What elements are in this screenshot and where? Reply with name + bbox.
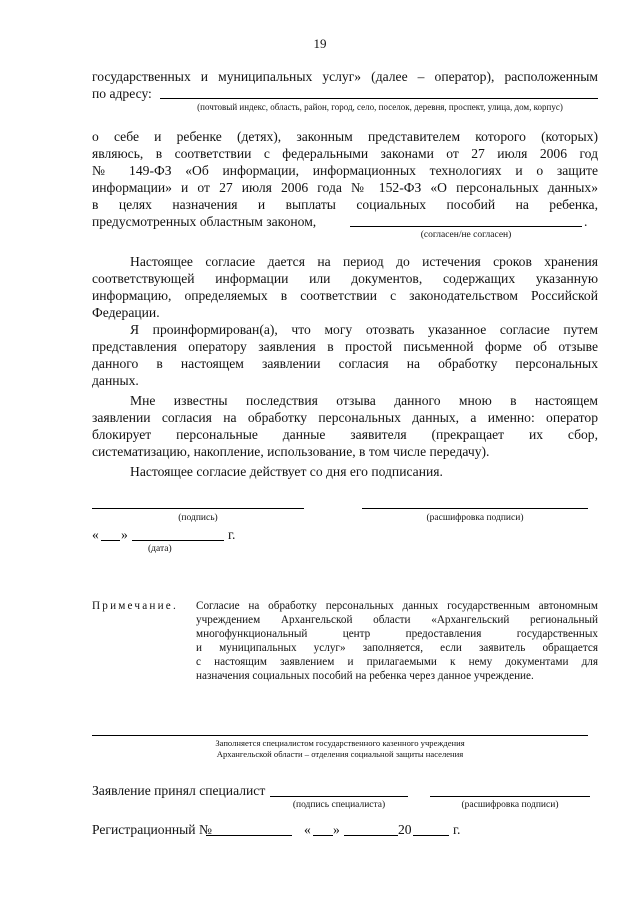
accepted-by-label: Заявление принял специалист	[92, 783, 266, 798]
period-line-2: соответствующей информации или документов, содержащих указанную	[92, 271, 598, 286]
informed-line-3: данного в настоящем заявлении согласия на обработку персональных	[92, 356, 598, 371]
consent-line-5: в целях назначения и выплаты социальных пособий на ребенка,	[92, 197, 598, 212]
address-label: по адресу:	[92, 86, 152, 101]
signature-hint: (подпись)	[178, 513, 218, 523]
specialist-decode-field[interactable]	[430, 796, 590, 797]
address-field-hint: (почтовый индекс, область, район, город, село, поселок, деревня, проспект, улица, дом, корпус)	[197, 102, 563, 112]
consent-line-2: являюсь, в соответствии с федеральными законами от 27 июля 2006 год	[92, 146, 598, 161]
signature-decode-field-line[interactable]	[362, 508, 588, 509]
informed-line-1: Я проинформирован(а), что могу отозвать указанное согласие путем	[130, 322, 598, 337]
specialist-signature-field[interactable]	[270, 796, 408, 797]
reg-year-field[interactable]	[413, 835, 449, 836]
registration-label: Регистрационный №	[92, 822, 212, 837]
period-line-1: Настоящее согласие дается на период до истечения сроков хранения	[130, 254, 598, 269]
date-year-suffix: г.	[228, 527, 236, 542]
specialist-signature-hint: (подпись специалиста)	[292, 800, 386, 810]
period-line-4: Федерации.	[92, 305, 160, 320]
address-intro-line: государственных и муниципальных услуг» (далее – оператор), расположенным	[92, 69, 598, 84]
note-line-2: учреждением Архангельской области «Архангельский региональный	[196, 614, 598, 626]
period-line-3: информацию, определяемых в соответствии с законодательством Российской	[92, 288, 598, 303]
consent-end-period: .	[584, 214, 588, 229]
signature-decode-hint: (расшифровка подписи)	[426, 513, 524, 523]
office-fill-hint-2: Архангельской области – отделения социальной защиты населения	[216, 749, 464, 759]
informed-line-4: данных.	[92, 373, 139, 388]
consent-last-line: предусмотренных областным законом,	[92, 214, 317, 229]
note-line-3: многофункциональный центр предоставления государственных	[196, 628, 598, 640]
consequences-line-3: блокирует персональные данные заявителя (прекращает их сбор,	[92, 427, 598, 442]
date-month-field[interactable]	[132, 540, 224, 541]
date-close-quote: »	[121, 527, 128, 542]
reg-date-day-field[interactable]	[313, 835, 333, 836]
note-label: Примечание.	[92, 600, 178, 612]
date-day-field[interactable]	[101, 540, 120, 541]
consent-line-3: № 149-ФЗ «Об информации, информационных технологиях и о защите	[92, 163, 598, 178]
address-field-line[interactable]	[160, 98, 598, 99]
date-hint: (дата)	[148, 544, 172, 554]
reg-date-month-field[interactable]	[344, 835, 398, 836]
note-line-4: и муниципальных услуг» заполняется, если заявитель обращается	[196, 642, 598, 654]
note-line-1: Согласие на обработку персональных данных государственным автономным	[196, 600, 598, 612]
office-section-divider	[92, 735, 588, 736]
consequences-line-1: Мне известны последствия отзыва данного мною в настоящем	[130, 393, 598, 408]
date-open-quote: «	[92, 527, 99, 542]
consent-line-1: о себе и ребенке (детях), законным представителем которого (которых)	[92, 129, 598, 144]
consent-line-4: информации» и от 27 июля 2006 года № 152-ФЗ «О персональных данных»	[92, 180, 598, 195]
registration-number-field[interactable]	[206, 835, 292, 836]
consequences-line-4: систематизацию, накопление, использование, в том числе передачу).	[92, 444, 490, 459]
specialist-decode-hint: (расшифровка подписи)	[461, 800, 559, 810]
note-line-6: назначения социальных пособий на ребенка через данное учреждение.	[196, 670, 534, 682]
reg-date-open-quote: «	[304, 822, 311, 837]
effective-line: Настоящее согласие действует со дня его подписания.	[130, 464, 443, 479]
reg-date-close-quote: »	[333, 822, 340, 837]
note-line-5: с настоящим заявлением и прилагаемыми к нему документами для	[196, 656, 598, 668]
page-number: 19	[313, 36, 327, 51]
signature-field-line[interactable]	[92, 508, 304, 509]
agree-field-line[interactable]	[350, 226, 582, 227]
consequences-line-2: заявлении согласия на обработку персональных данных, а именно: оператор	[92, 410, 598, 425]
reg-year-suffix: г.	[453, 822, 461, 837]
office-fill-hint-1: Заполняется специалистом государственного казенного учреждения	[215, 738, 465, 748]
agree-field-hint: (согласен/не согласен)	[420, 230, 512, 240]
reg-year-prefix: 20	[398, 822, 412, 837]
informed-line-2: представления оператору заявления в простой письменной форме об отзыве	[92, 339, 598, 354]
